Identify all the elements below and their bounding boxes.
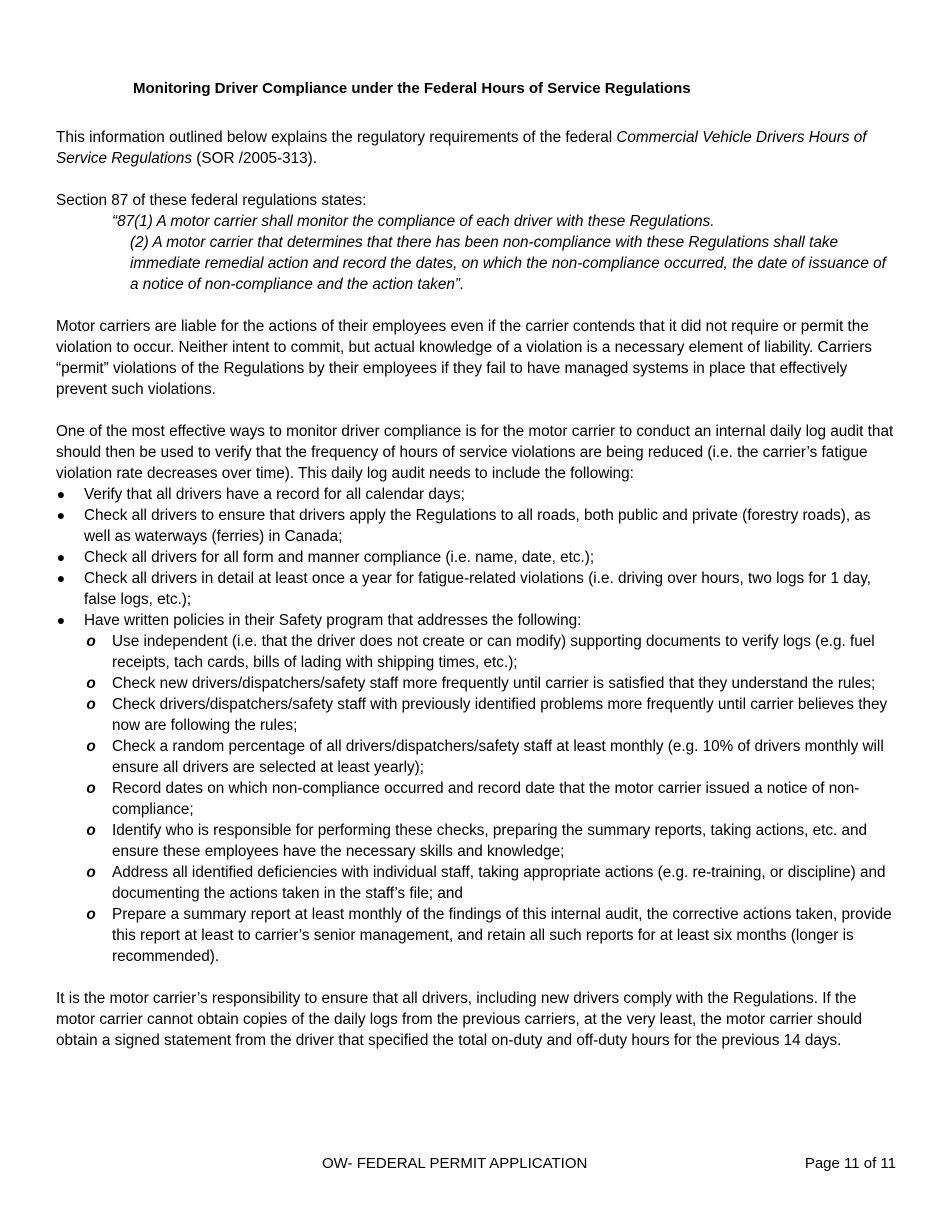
- sub-bullet-icon: o: [86, 633, 96, 650]
- liability-paragraph: Motor carriers are liable for the actions of their employees even if the carrier contends that it did not require or permit the violation to occur. Neither intent to commit, but actual knowledge of a violation is a necessary element of liability. Carriers “permit” violations of the Regulations by their employees if they fail to have managed systems in place that effectively prevent such violations.: [56, 318, 872, 398]
- regulation-name: Commercial Vehicle Drivers Hours of Service Regulations: [56, 129, 867, 167]
- quote-line-1: “87(1) A motor carrier shall monitor the compliance of each driver with these Regulations.: [112, 213, 715, 230]
- list-item: [56, 505, 896, 547]
- sub-bullet-icon: o: [86, 738, 96, 755]
- sub-list-item-text: Address all identified deficiencies with individual staff, taking appropriate actions (e.g. re-training, or discipline) and documenting the actions taken in the staff’s file; and: [112, 864, 886, 902]
- list-item-text: Have written policies in their Safety program that addresses the following:: [84, 612, 582, 629]
- bullet-icon: ●: [56, 486, 66, 502]
- list-item: [56, 547, 896, 568]
- sub-list-item: [84, 673, 896, 694]
- list-item: [56, 484, 896, 505]
- safety-policy-sublist: [84, 631, 896, 967]
- sub-list-item: [84, 631, 896, 673]
- sub-list-item-text: Identify who is responsible for performing these checks, preparing the summary reports, taking actions, etc. and ensure these employees have the necessary skills and knowledge;: [112, 822, 868, 860]
- sub-list-item-text: Check a random percentage of all drivers/dispatchers/safety staff at least monthly (e.g. 10% of drivers monthly will ensure all drivers are selected at least yearly);: [112, 738, 884, 776]
- document-title: Monitoring Driver Compliance under the Federal Hours of Service Regulations: [133, 80, 691, 97]
- regulation-code: (SOR /2005-313).: [192, 150, 318, 167]
- sub-list-item: [84, 820, 896, 862]
- sub-list-item-text: Prepare a summary report at least monthly of the findings of this internal audit, the corrective actions taken, provide this report at least to carrier’s senior management, and retain all such reports for at least six months (longer is recommended).: [112, 906, 892, 965]
- sub-list-item: [84, 862, 896, 904]
- intro-paragraph: [56, 127, 896, 169]
- sub-list-item-text: Check new drivers/dispatchers/safety staff more frequently until carrier is satisfied that they understand the rules;: [112, 675, 876, 692]
- bullet-icon: ●: [56, 549, 66, 565]
- sub-bullet-icon: o: [86, 906, 96, 923]
- list-item-text: Check all drivers for all form and manner compliance (i.e. name, date, etc.);: [84, 549, 595, 566]
- list-item: [56, 610, 896, 967]
- sub-list-item-text: Record dates on which non-compliance occurred and record date that the motor carrier issued a notice of non-compliance;: [112, 780, 860, 818]
- regulation-quote: [112, 211, 896, 295]
- footer-page-number: Page 11 of 11: [804, 1155, 896, 1172]
- list-item-text: Check all drivers to ensure that drivers apply the Regulations to all roads, both public and private (forestry roads), as well as waterways (ferries) in Canada;: [84, 507, 871, 545]
- audit-paragraph: One of the most effective ways to monitor driver compliance is for the motor carrier to conduct an internal daily log audit that should then be used to verify that the frequency of hours of service violations are being reduced (i.e. the carrier’s fatigue violation rate decreases over time). This daily log audit needs to include the following:: [56, 423, 894, 482]
- bullet-icon: ●: [56, 570, 66, 586]
- list-item-text: Check all drivers in detail at least once a year for fatigue-related violations (i.e. driving over hours, two logs for 1 day, false logs, etc.);: [84, 570, 872, 608]
- footer-form-name: OW- FEDERAL PERMIT APPLICATION: [322, 1155, 588, 1172]
- closing-paragraph: It is the motor carrier’s responsibility to ensure that all drivers, including new drivers comply with the Regulations. If the motor carrier cannot obtain copies of the daily logs from the previous carriers, at the very least, the motor carrier should obtain a signed statement from the driver that specified the total on-duty and off-duty hours for the previous 14 days.: [56, 990, 862, 1049]
- bullet-icon: ●: [56, 507, 66, 523]
- sub-list-item: [84, 904, 896, 967]
- sub-bullet-icon: o: [86, 696, 96, 713]
- sub-list-item: [84, 694, 896, 736]
- sub-bullet-icon: o: [86, 780, 96, 797]
- sub-list-item-text: Check drivers/dispatchers/safety staff with previously identified problems more frequently until carrier believes they now are following the rules;: [112, 696, 888, 734]
- audit-requirements-list: [56, 484, 896, 967]
- sub-bullet-icon: o: [86, 675, 96, 692]
- quote-line-2: (2) A motor carrier that determines that there has been non-compliance with these Regulations shall take immediate remedial action and record the dates, on which the non-compliance occurred, the date of issuance of a notice of non-compliance and the action taken”.: [130, 234, 886, 293]
- intro-text: This information outlined below explains the regulatory requirements of the federal: [56, 129, 617, 146]
- sub-list-item: [84, 736, 896, 778]
- sub-bullet-icon: o: [86, 864, 96, 881]
- section-intro: Section 87 of these federal regulations states:: [56, 192, 367, 209]
- list-item-text: Verify that all drivers have a record for all calendar days;: [84, 486, 465, 503]
- sub-bullet-icon: o: [86, 822, 96, 839]
- list-item: [56, 568, 896, 610]
- bullet-icon: ●: [56, 612, 66, 628]
- document-page: [56, 78, 896, 1051]
- sub-list-item: [84, 778, 896, 820]
- sub-list-item-text: Use independent (i.e. that the driver does not create or can modify) supporting documents to verify logs (e.g. fuel receipts, tach cards, bills of lading with shipping times, etc.);: [112, 633, 875, 671]
